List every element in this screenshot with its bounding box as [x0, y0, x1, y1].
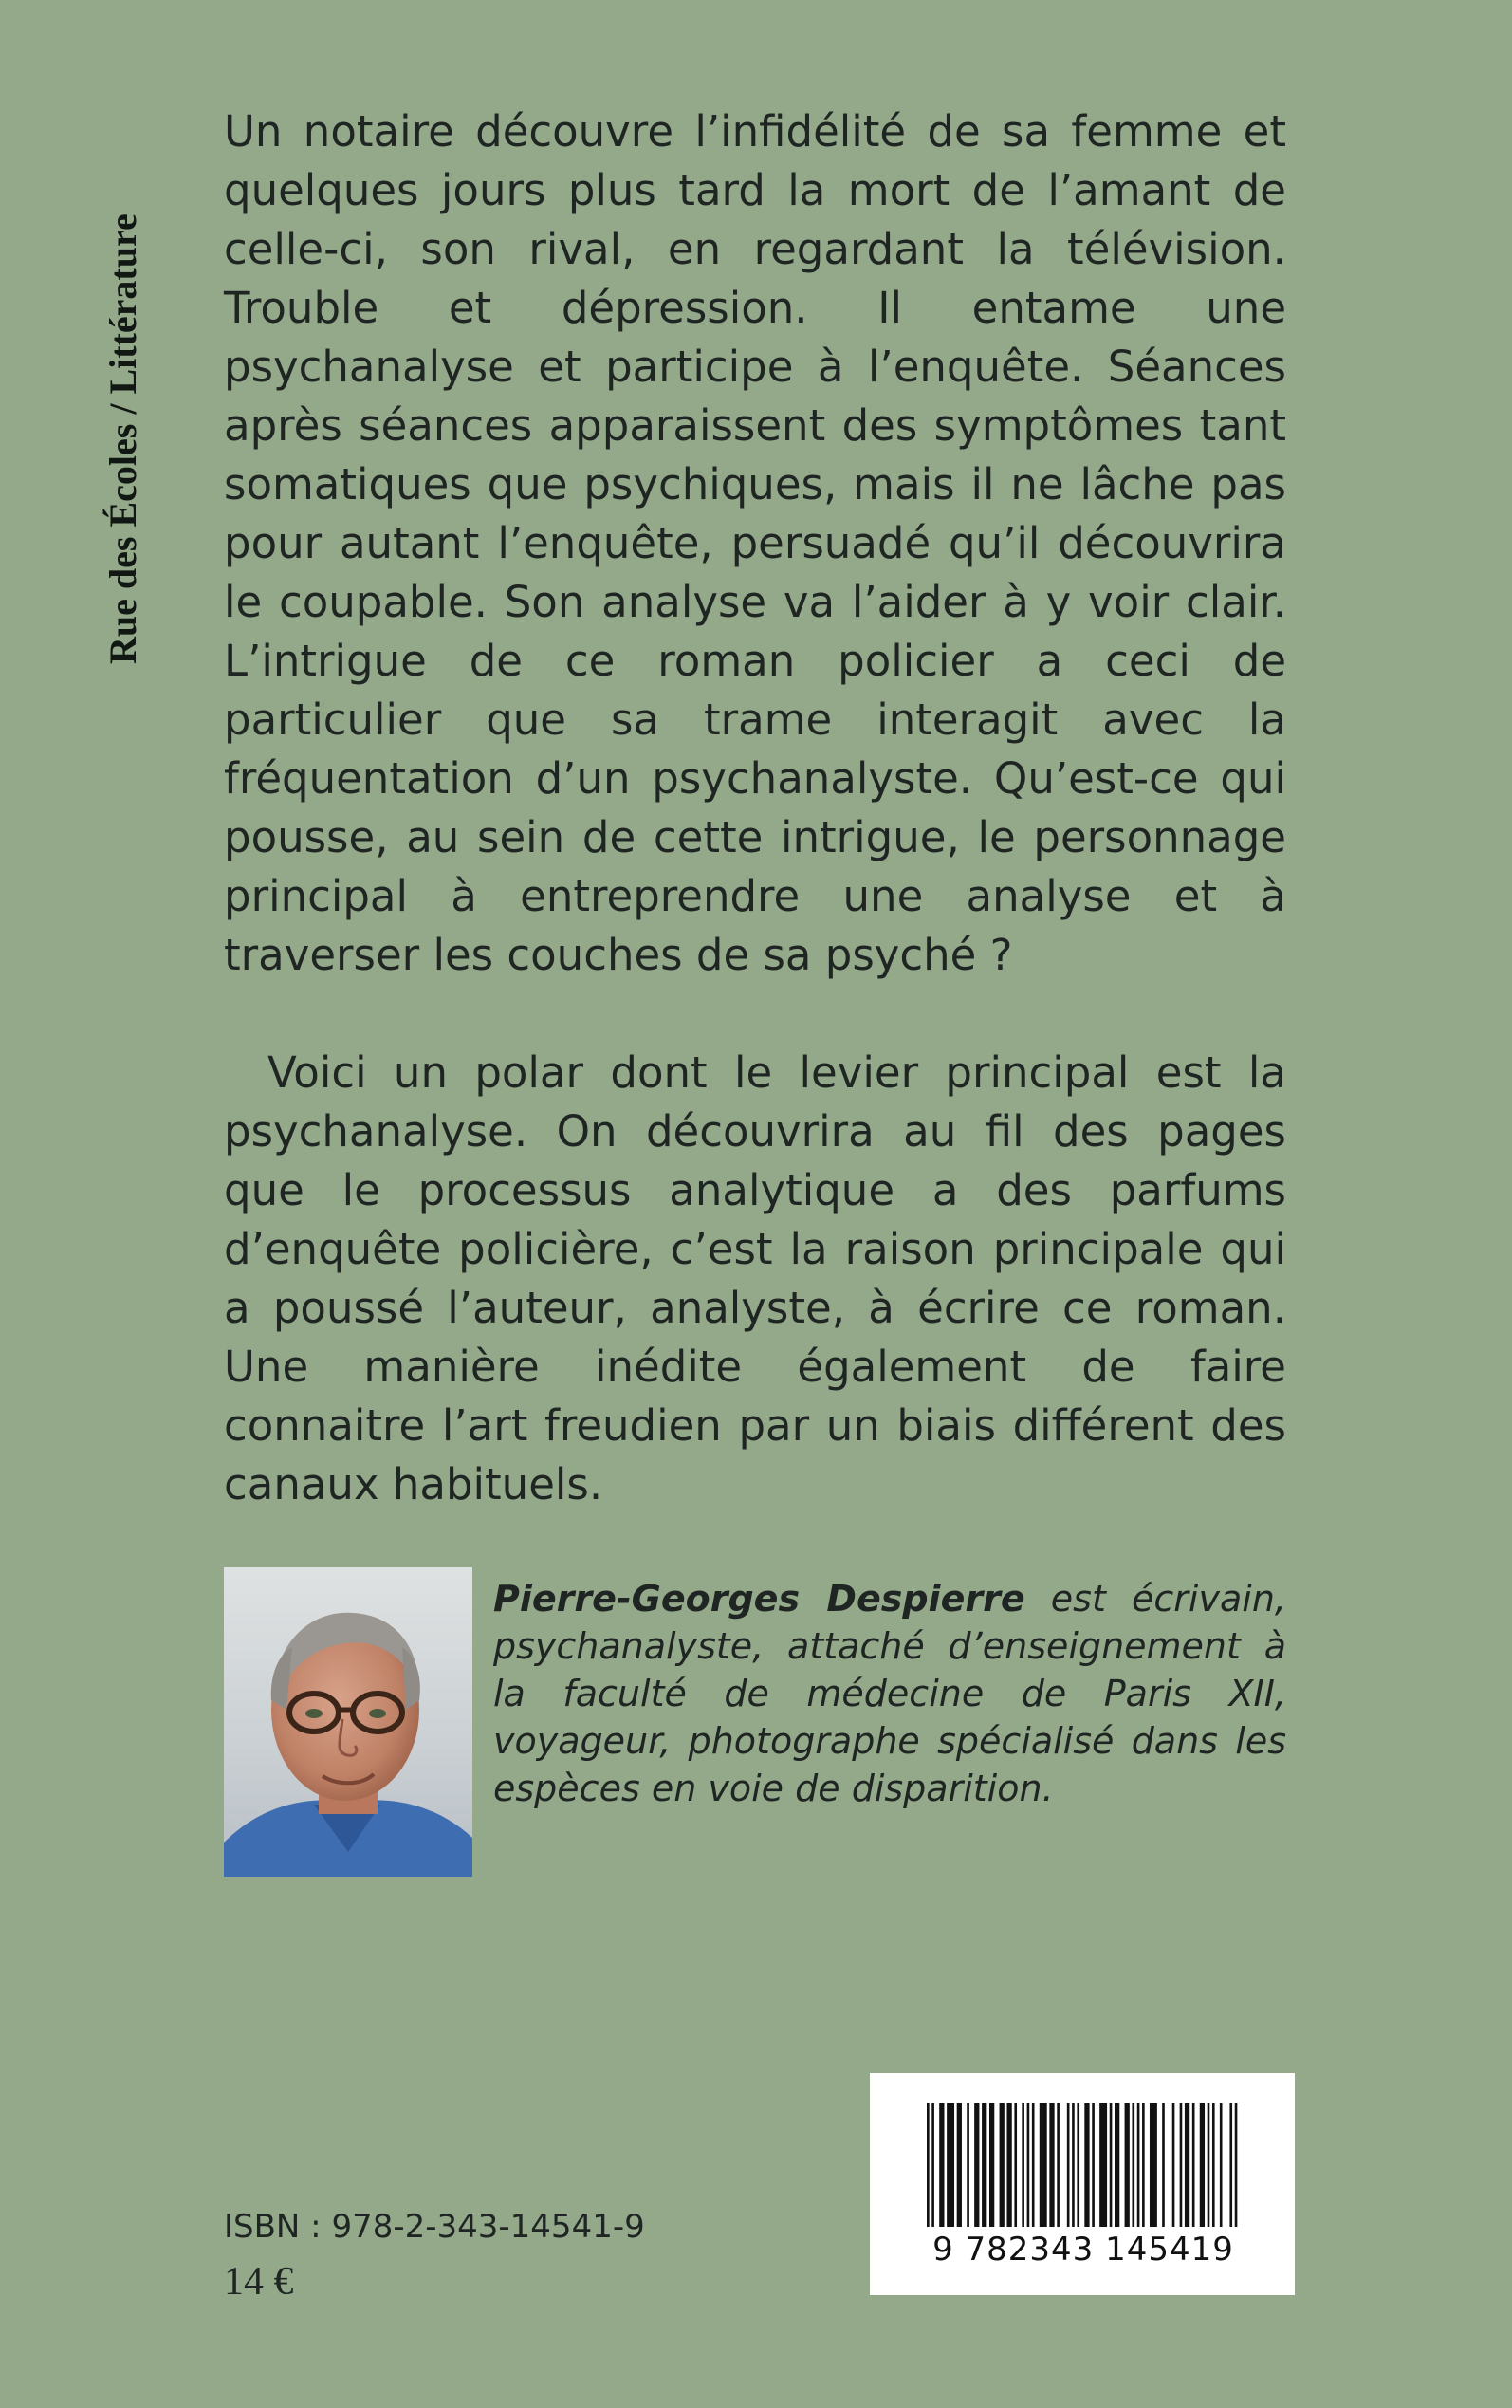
barcode-bar [1192, 2103, 1195, 2227]
barcode-bar [1027, 2103, 1030, 2227]
author-name: Pierre-Georges Despierre [493, 1578, 1025, 1620]
back-cover-blurb [224, 102, 1286, 1514]
barcode-bar [1208, 2103, 1210, 2227]
barcode-bar [1172, 2103, 1175, 2227]
barcode-bar [982, 2103, 986, 2227]
barcode-bar [1220, 2103, 1223, 2227]
barcode-bar [1000, 2103, 1005, 2227]
barcode-bar [1200, 2103, 1205, 2227]
isbn-barcode [870, 2073, 1295, 2295]
barcode-bar [1092, 2103, 1095, 2227]
blurb-paragraph-2: Voici un polar dont le levier principal est la psychanalyse. On découvrira au fil des pages que le processus analytique a des parfums d’enquête policière, c’est la raison principale qui a poussé l’auteur, analyste, à écrire ce roman. Une manière inédite également de faire connaitre l’art freudien par un biais différent des canaux habituels. [224, 1047, 1286, 1510]
barcode-bars [927, 2103, 1240, 2227]
barcode-digits: 9 782343 145419 [932, 2231, 1234, 2269]
barcode-bar [1212, 2103, 1215, 2227]
barcode-bar [1132, 2103, 1134, 2227]
barcode-bar [1229, 2103, 1232, 2227]
barcode-bar [1067, 2103, 1070, 2227]
barcode-bar [1142, 2103, 1145, 2227]
collection-name: Rue des Écoles [101, 423, 144, 664]
barcode-bar [974, 2103, 979, 2227]
barcode-bar [1040, 2103, 1047, 2227]
barcode-bar [931, 2103, 934, 2227]
barcode-bar [957, 2103, 962, 2227]
barcode-bar [1180, 2103, 1183, 2227]
barcode-bar [1084, 2103, 1089, 2227]
barcode-bar [947, 2103, 954, 2227]
barcode-bar [1235, 2103, 1238, 2227]
barcode-bar [1077, 2103, 1079, 2227]
barcode-bar [1110, 2103, 1113, 2227]
barcode-bar [1125, 2103, 1130, 2227]
isbn-number: ISBN : 978-2-343-14541-9 [224, 2208, 645, 2246]
author-portrait-image [224, 1567, 472, 1877]
blurb-paragraph-1: Un notaire découvre l’infidélité de sa femme et quelques jours plus tard la mort de l’amant de celle-ci, son rival, en regardant la télévision. Trouble et dépression. Il entame une psychanalyse et participe à l’enquête. Séances après séances apparaissent des symptômes tant somatiques que psychiques, mais il ne lâche pas pour autant l’enquête, persuadé qu’il découvrira le coupable. Son analyse va l’aider à y voir clair. L’intrigue de ce roman policier a ceci de particulier que sa trame interagit avec la fréquentation d’un psychanalyste. Qu’est-ce qui pousse, au sein de cette intrigue, le personnage principal à entreprendre une analyse et à traverser les couches de sa psyché ? [224, 106, 1286, 980]
barcode-bar [967, 2103, 969, 2227]
barcode-bar [1137, 2103, 1140, 2227]
barcode-bar [1099, 2103, 1107, 2227]
barcode-bar [1115, 2103, 1119, 2227]
author-bio [493, 1575, 1286, 1812]
collection-separator: / [101, 394, 144, 424]
barcode-bar [1072, 2103, 1075, 2227]
collection-spine-label [95, 114, 152, 664]
barcode-bar [1006, 2103, 1011, 2227]
barcode-bar [1150, 2103, 1157, 2227]
barcode-bar [939, 2103, 944, 2227]
barcode-bar [1162, 2103, 1165, 2227]
barcode-bar [1049, 2103, 1054, 2227]
book-price: 14 € [224, 2260, 294, 2304]
barcode-bar [1022, 2103, 1024, 2227]
barcode-bar [927, 2103, 930, 2227]
subcollection-name: Littérature [101, 213, 144, 395]
author-photo [224, 1567, 472, 1877]
barcode-bar [1032, 2103, 1035, 2227]
barcode-bar [1057, 2103, 1060, 2227]
author-bio-text: est écrivain, psychanalyste, attaché d’enseignement à la faculté de médecine de Paris XII, voyageur, photographe spécialisé dans les espèces en voie de disparition. [493, 1578, 1286, 1809]
barcode-bar [989, 2103, 994, 2227]
barcode-bar [1185, 2103, 1189, 2227]
barcode-bar [1014, 2103, 1017, 2227]
